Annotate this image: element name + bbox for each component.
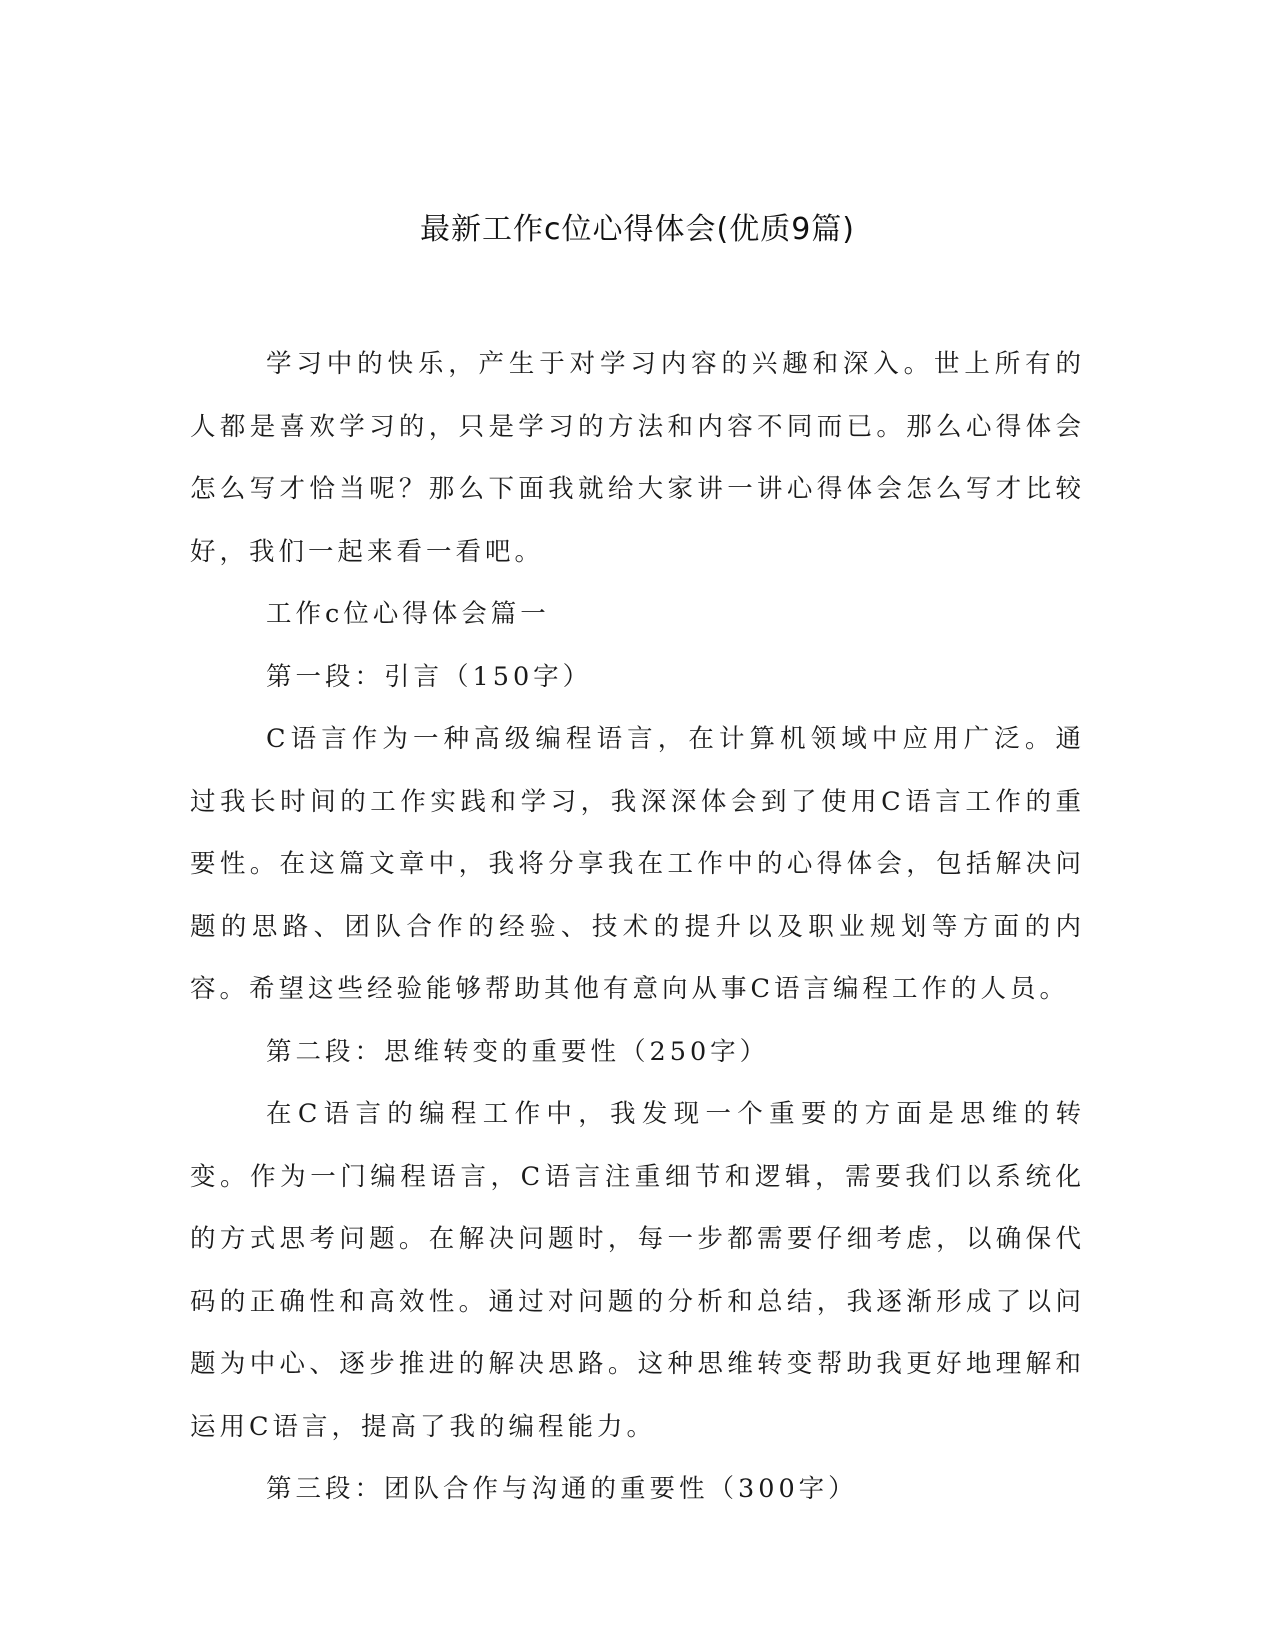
body-paragraph: 在C语言的编程工作中，我发现一个重要的方面是思维的转变。作为一门编程语言，C语言注重细节和逻辑，需要我们以系统化的方式思考问题。在解决问题时，每一步都需要仔细考虑，以确保代码的正确性和高效性。通过对问题的分析和总结，我逐渐形成了以问题为中心、逐步推进的解决思路。这种思维转变帮助我更好地理解和运用C语言，提高了我的编程能力。 [190, 1099, 1085, 1442]
subsection-heading: 第二段：思维转变的重要性（250字） [266, 1036, 770, 1067]
subsection-heading: 第一段：引言（150字） [266, 661, 593, 692]
document-body [190, 333, 1085, 1521]
body-paragraph: C语言作为一种高级编程语言，在计算机领域中应用广泛。通过我长时间的工作实践和学习，我深深体会到了使用C语言工作的重要性。在这篇文章中，我将分享我在工作中的心得体会，包括解决问题的思路、团队合作的经验、技术的提升以及职业规划等方面的内容。希望这些经验能够帮助其他有意向从事C语言编程工作的人员。 [190, 724, 1085, 1004]
section-heading: 工作c位心得体会篇一 [266, 599, 550, 629]
subsection-heading: 第三段：团队合作与沟通的重要性（300字） [266, 1474, 858, 1504]
intro-paragraph: 学习中的快乐，产生于对学习内容的兴趣和深入。世上所有的人都是喜欢学习的，只是学习的方法和内容不同而已。那么心得体会怎么写才恰当呢？那么下面我就给大家讲一讲心得体会怎么写才比较好，我们一起来看一看吧。 [190, 349, 1085, 567]
document-title: 最新工作c位心得体会(优质9篇) [420, 212, 855, 247]
